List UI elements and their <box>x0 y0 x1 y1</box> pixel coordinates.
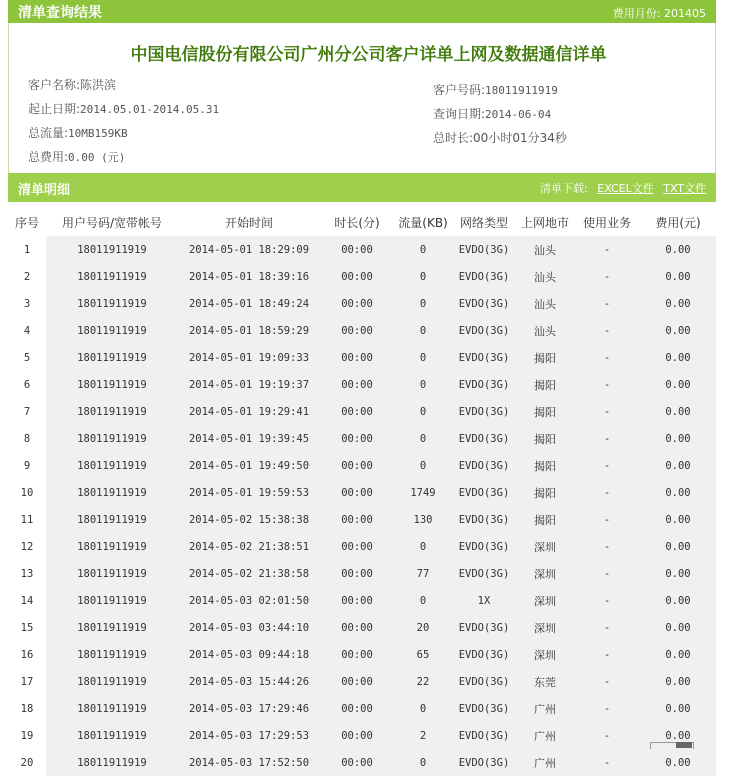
table-cell: EVDO(3G) <box>452 722 516 749</box>
table-row <box>8 236 716 263</box>
table-cell: EVDO(3G) <box>452 398 516 425</box>
table-cell: 深圳 <box>516 641 574 668</box>
table-row <box>8 371 716 398</box>
column-header: 使用业务 <box>574 208 640 236</box>
table-cell: 18011911919 <box>46 749 178 776</box>
table-cell: 广州 <box>516 722 574 749</box>
table-cell: EVDO(3G) <box>452 506 516 533</box>
table-cell: 汕头 <box>516 236 574 263</box>
table-row <box>8 479 716 506</box>
table-cell: 揭阳 <box>516 344 574 371</box>
table-cell: 2014-05-02 21:38:58 <box>178 560 320 587</box>
table-row <box>8 452 716 479</box>
table-cell: 18011911919 <box>46 722 178 749</box>
table-cell: 130 <box>394 506 452 533</box>
table-cell: 18011911919 <box>46 560 178 587</box>
table-cell: - <box>574 425 640 452</box>
column-header: 流量(KB) <box>394 208 452 236</box>
table-cell: - <box>574 344 640 371</box>
table-cell: 0 <box>394 425 452 452</box>
table-cell: 2014-05-03 02:01:50 <box>178 587 320 614</box>
table-cell: 18011911919 <box>46 695 178 722</box>
table-cell: 16 <box>8 641 46 668</box>
table-cell: 18011911919 <box>46 317 178 344</box>
table-cell: 揭阳 <box>516 506 574 533</box>
table-cell: 11 <box>8 506 46 533</box>
table-cell: 2014-05-01 19:29:41 <box>178 398 320 425</box>
table-cell: 2014-05-01 19:09:33 <box>178 344 320 371</box>
table-cell: 2014-05-03 17:29:46 <box>178 695 320 722</box>
table-cell: 2014-05-03 15:44:26 <box>178 668 320 695</box>
table-cell: 18011911919 <box>46 371 178 398</box>
table-cell: 深圳 <box>516 533 574 560</box>
table-cell: - <box>574 614 640 641</box>
table-cell: - <box>574 317 640 344</box>
column-header: 用户号码/宽带帐号 <box>46 208 178 236</box>
table-cell: 0.00 <box>640 668 716 695</box>
table-cell: EVDO(3G) <box>452 425 516 452</box>
table-cell: 汕头 <box>516 317 574 344</box>
table-cell: EVDO(3G) <box>452 371 516 398</box>
table-cell: 0.00 <box>640 452 716 479</box>
table-cell: 0.00 <box>640 722 716 749</box>
table-cell: 18011911919 <box>46 641 178 668</box>
table-cell: 9 <box>8 452 46 479</box>
table-cell: - <box>574 641 640 668</box>
table-row <box>8 587 716 614</box>
document-title: 中国电信股份有限公司广州分公司客户详单上网及数据通信详单 <box>130 45 607 65</box>
table-cell: - <box>574 479 640 506</box>
billing-month: 费用月份: 201405 <box>612 7 706 20</box>
table-row <box>8 614 716 641</box>
table-cell: 2 <box>394 722 452 749</box>
table-cell: 2014-05-02 21:38:51 <box>178 533 320 560</box>
table-cell: 00:00 <box>320 587 394 614</box>
table-cell: - <box>574 371 640 398</box>
table-cell: 18011911919 <box>46 479 178 506</box>
customer-number: 客户号码:18011911919 <box>433 83 558 97</box>
detail-header-bar <box>8 173 716 202</box>
table-cell: 22 <box>394 668 452 695</box>
table-cell: 18011911919 <box>46 506 178 533</box>
table-cell: 0.00 <box>640 587 716 614</box>
table-cell: 2014-05-03 09:44:18 <box>178 641 320 668</box>
customer-name: 客户名称:陈洪滨 <box>28 78 117 92</box>
column-header: 费用(元) <box>640 208 716 236</box>
table-cell: 5 <box>8 344 46 371</box>
table-cell: 2014-05-01 19:59:53 <box>178 479 320 506</box>
table-cell: 00:00 <box>320 668 394 695</box>
table-cell: 20 <box>394 614 452 641</box>
table-header-row <box>8 208 716 236</box>
table-cell: 0 <box>394 290 452 317</box>
table-cell: 18011911919 <box>46 263 178 290</box>
table-cell: 2014-05-01 18:59:29 <box>178 317 320 344</box>
table-cell: 00:00 <box>320 749 394 776</box>
table-cell: EVDO(3G) <box>452 290 516 317</box>
column-header: 序号 <box>8 208 46 236</box>
result-title: 清单查询结果 <box>18 5 102 21</box>
table-cell: 汕头 <box>516 290 574 317</box>
table-cell: EVDO(3G) <box>452 641 516 668</box>
table-cell: 汕头 <box>516 263 574 290</box>
table-cell: - <box>574 749 640 776</box>
table-cell: 2014-05-03 17:52:50 <box>178 749 320 776</box>
table-cell: EVDO(3G) <box>452 236 516 263</box>
table-cell: 0 <box>394 452 452 479</box>
table-cell: 14 <box>8 587 46 614</box>
table-cell: 深圳 <box>516 614 574 641</box>
table-cell: 2014-05-01 19:39:45 <box>178 425 320 452</box>
table-cell: 00:00 <box>320 533 394 560</box>
table-cell: - <box>574 533 640 560</box>
table-cell: EVDO(3G) <box>452 317 516 344</box>
table-cell: 0.00 <box>640 371 716 398</box>
table-cell: 0.00 <box>640 560 716 587</box>
table-cell: 77 <box>394 560 452 587</box>
table-cell: 0 <box>394 236 452 263</box>
txt-download-link[interactable]: TXT文件 <box>663 182 706 195</box>
table-row <box>8 560 716 587</box>
table-cell: EVDO(3G) <box>452 560 516 587</box>
table-cell: 18011911919 <box>46 587 178 614</box>
table-cell: - <box>574 398 640 425</box>
table-cell: - <box>574 236 640 263</box>
table-row <box>8 533 716 560</box>
table-cell: - <box>574 560 640 587</box>
table-cell: 揭阳 <box>516 479 574 506</box>
excel-download-link[interactable]: EXCEL文件 <box>597 182 654 195</box>
table-cell: 揭阳 <box>516 371 574 398</box>
table-row <box>8 506 716 533</box>
column-header: 上网地市 <box>516 208 574 236</box>
table-cell: 3 <box>8 290 46 317</box>
table-cell: 广州 <box>516 749 574 776</box>
table-cell: - <box>574 290 640 317</box>
table-cell: 15 <box>8 614 46 641</box>
table-cell: EVDO(3G) <box>452 344 516 371</box>
query-date: 查询日期:2014-06-04 <box>433 107 552 121</box>
table-cell: 00:00 <box>320 641 394 668</box>
table-cell: 4 <box>8 317 46 344</box>
table-row <box>8 290 716 317</box>
table-cell: 揭阳 <box>516 425 574 452</box>
table-cell: EVDO(3G) <box>452 749 516 776</box>
table-cell: 00:00 <box>320 344 394 371</box>
column-header: 时长(分) <box>320 208 394 236</box>
table-cell: 0.00 <box>640 506 716 533</box>
table-cell: - <box>574 722 640 749</box>
date-range: 起止日期:2014.05.01-2014.05.31 <box>28 102 220 116</box>
table-cell: 广州 <box>516 695 574 722</box>
table-cell: 17 <box>8 668 46 695</box>
table-row <box>8 641 716 668</box>
table-cell: 0 <box>394 533 452 560</box>
table-cell: 0.00 <box>640 263 716 290</box>
table-cell: EVDO(3G) <box>452 614 516 641</box>
table-cell: 1749 <box>394 479 452 506</box>
table-cell: 0.00 <box>640 317 716 344</box>
table-cell: 0.00 <box>640 695 716 722</box>
table-cell: 0.00 <box>640 749 716 776</box>
table-cell: EVDO(3G) <box>452 452 516 479</box>
table-cell: 19 <box>8 722 46 749</box>
table-cell: 2014-05-01 19:19:37 <box>178 371 320 398</box>
table-cell: 00:00 <box>320 506 394 533</box>
table-cell: 65 <box>394 641 452 668</box>
table-cell: 2014-05-02 15:38:38 <box>178 506 320 533</box>
table-cell: EVDO(3G) <box>452 695 516 722</box>
table-cell: 18011911919 <box>46 236 178 263</box>
table-cell: - <box>574 506 640 533</box>
table-cell: 0.00 <box>640 533 716 560</box>
table-row <box>8 425 716 452</box>
table-cell: 0.00 <box>640 425 716 452</box>
column-header: 开始时间 <box>178 208 320 236</box>
table-cell: 00:00 <box>320 317 394 344</box>
table-cell: 0 <box>394 695 452 722</box>
column-header: 网络类型 <box>452 208 516 236</box>
download-links <box>540 180 706 196</box>
table-cell: 0 <box>394 344 452 371</box>
table-cell: 0.00 <box>640 344 716 371</box>
table-cell: - <box>574 587 640 614</box>
table-cell: EVDO(3G) <box>452 533 516 560</box>
table-cell: 0 <box>394 587 452 614</box>
table-cell: 12 <box>8 533 46 560</box>
table-cell: 00:00 <box>320 452 394 479</box>
table-cell: 0 <box>394 317 452 344</box>
table-cell: 8 <box>8 425 46 452</box>
table-cell: - <box>574 668 640 695</box>
table-cell: 2014-05-01 19:49:50 <box>178 452 320 479</box>
table-cell: 00:00 <box>320 398 394 425</box>
detail-title: 清单明细 <box>18 183 71 198</box>
table-cell: 0 <box>394 263 452 290</box>
table-cell: 0.00 <box>640 641 716 668</box>
detail-table <box>8 208 716 776</box>
table-row <box>8 344 716 371</box>
table-cell: 2014-05-03 17:29:53 <box>178 722 320 749</box>
table-cell: 13 <box>8 560 46 587</box>
table-cell: 0.00 <box>640 236 716 263</box>
table-cell: 18011911919 <box>46 344 178 371</box>
table-cell: - <box>574 263 640 290</box>
table-row <box>8 398 716 425</box>
table-cell: EVDO(3G) <box>452 479 516 506</box>
table-cell: 深圳 <box>516 587 574 614</box>
table-cell: 7 <box>8 398 46 425</box>
table-row <box>8 722 716 749</box>
table-row <box>8 695 716 722</box>
table-cell: 00:00 <box>320 371 394 398</box>
table-cell: 1X <box>452 587 516 614</box>
table-cell: 18011911919 <box>46 290 178 317</box>
table-cell: 揭阳 <box>516 452 574 479</box>
table-cell: 00:00 <box>320 614 394 641</box>
table-cell: - <box>574 695 640 722</box>
table-cell: 00:00 <box>320 263 394 290</box>
total-duration: 总时长:00小时01分34秒 <box>433 131 567 145</box>
table-cell: EVDO(3G) <box>452 668 516 695</box>
result-header-bar <box>8 0 716 23</box>
table-cell: 00:00 <box>320 236 394 263</box>
table-row <box>8 263 716 290</box>
table-cell: - <box>574 452 640 479</box>
table-cell: 18 <box>8 695 46 722</box>
table-cell: 1 <box>8 236 46 263</box>
total-fee: 总费用:0.00 (元) <box>28 150 126 164</box>
table-cell: 2014-05-01 18:49:24 <box>178 290 320 317</box>
table-cell: 东莞 <box>516 668 574 695</box>
table-cell: 00:00 <box>320 560 394 587</box>
table-cell: 揭阳 <box>516 398 574 425</box>
scrollbar-thumb[interactable] <box>676 742 692 748</box>
table-row <box>8 317 716 344</box>
table-cell: 0.00 <box>640 614 716 641</box>
table-cell: 0 <box>394 371 452 398</box>
table-cell: 0.00 <box>640 398 716 425</box>
table-cell: 2014-05-01 18:29:09 <box>178 236 320 263</box>
table-cell: 0 <box>394 398 452 425</box>
table-cell: 18011911919 <box>46 398 178 425</box>
table-cell: 深圳 <box>516 560 574 587</box>
table-cell: 18011911919 <box>46 533 178 560</box>
table-cell: 10 <box>8 479 46 506</box>
table-cell: 18011911919 <box>46 668 178 695</box>
table-cell: 0 <box>394 749 452 776</box>
table-cell: 18011911919 <box>46 425 178 452</box>
table-row <box>8 668 716 695</box>
table-cell: 6 <box>8 371 46 398</box>
table-cell: 00:00 <box>320 722 394 749</box>
table-cell: 00:00 <box>320 479 394 506</box>
table-cell: 00:00 <box>320 695 394 722</box>
table-cell: 00:00 <box>320 425 394 452</box>
table-cell: 00:00 <box>320 290 394 317</box>
table-cell: 18011911919 <box>46 452 178 479</box>
table-row <box>8 749 716 776</box>
table-cell: EVDO(3G) <box>452 263 516 290</box>
download-label: 清单下载: <box>540 182 588 195</box>
table-cell: 18011911919 <box>46 614 178 641</box>
table-cell: 0.00 <box>640 479 716 506</box>
table-cell: 20 <box>8 749 46 776</box>
table-cell: 2014-05-01 18:39:16 <box>178 263 320 290</box>
table-cell: 2014-05-03 03:44:10 <box>178 614 320 641</box>
total-traffic: 总流量:10MB159KB <box>28 126 128 140</box>
table-cell: 0.00 <box>640 290 716 317</box>
table-cell: 2 <box>8 263 46 290</box>
